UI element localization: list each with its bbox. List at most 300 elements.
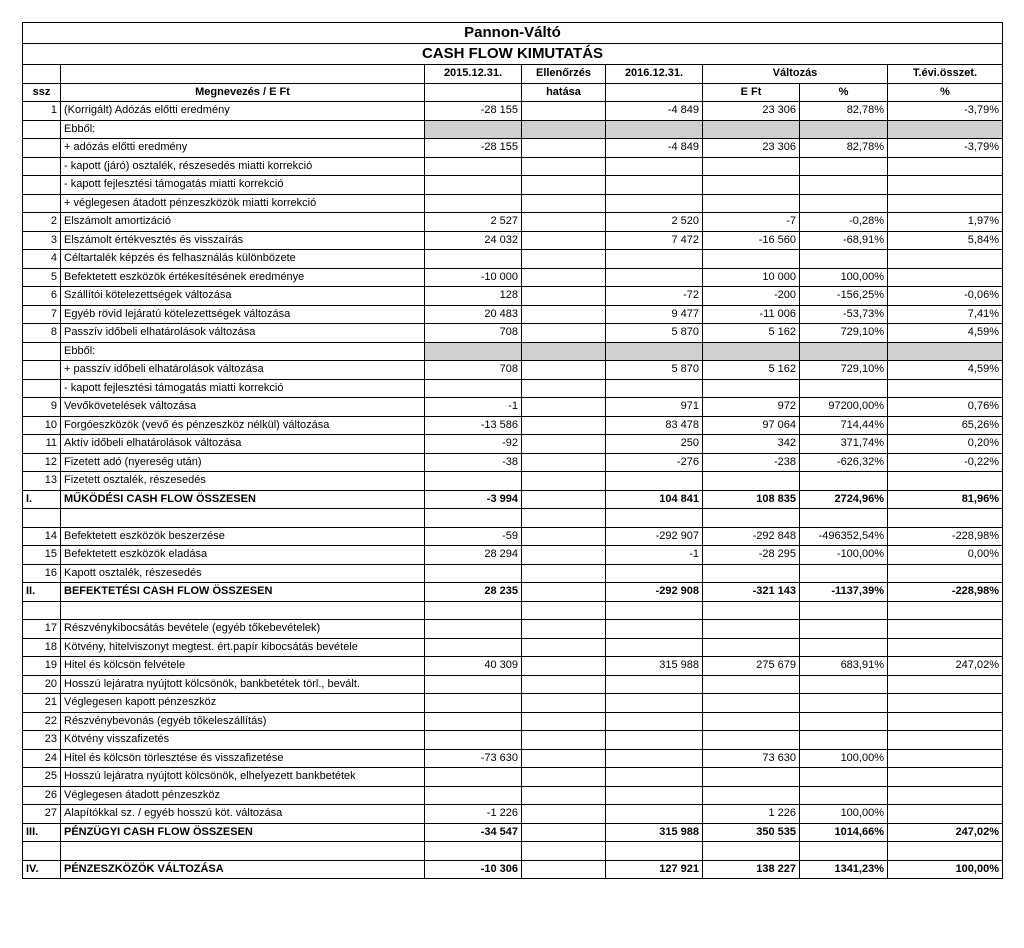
- share-pct-cell: 0,00%: [888, 546, 1003, 565]
- value-2015-cell: -73 630: [425, 749, 522, 768]
- table-row: [23, 546, 1003, 565]
- change-pct-cell: [800, 472, 888, 491]
- share-pct-cell: 247,02%: [888, 823, 1003, 842]
- table-row: [23, 176, 1003, 195]
- ssz-cell: 18: [23, 638, 61, 657]
- name-cell: Kapott osztalék, részesedés: [61, 564, 425, 583]
- share-pct-cell: [888, 250, 1003, 269]
- share-pct-cell: [888, 749, 1003, 768]
- change-eft-cell: [703, 472, 800, 491]
- change-pct-cell: [800, 176, 888, 195]
- value-2015-cell: 2 527: [425, 213, 522, 232]
- value-2015-cell: [425, 731, 522, 750]
- check-cell: [522, 546, 606, 565]
- value-2015-cell: -28 155: [425, 102, 522, 121]
- value-2016-cell: -292 908: [606, 583, 703, 602]
- change-pct-cell: -1137,39%: [800, 583, 888, 602]
- value-2016-cell: [606, 472, 703, 491]
- table-row: [23, 361, 1003, 380]
- name-cell: Passzív időbeli elhatárolások változása: [61, 324, 425, 343]
- check-cell: [522, 583, 606, 602]
- change-pct-cell: [800, 768, 888, 787]
- change-eft-cell: [703, 712, 800, 731]
- value-2016-cell: [606, 638, 703, 657]
- value-2015-cell: -10 306: [425, 860, 522, 879]
- value-2016-cell: [606, 786, 703, 805]
- check-cell: [522, 620, 606, 639]
- check-cell: [522, 157, 606, 176]
- change-eft-cell: -321 143: [703, 583, 800, 602]
- share-pct-cell: [888, 194, 1003, 213]
- name-cell: BEFEKTETÉSI CASH FLOW ÖSSZESEN: [61, 583, 425, 602]
- check-cell: [522, 509, 606, 528]
- change-pct-cell: -496352,54%: [800, 527, 888, 546]
- ssz-cell: [23, 842, 61, 861]
- value-2015-cell: [425, 194, 522, 213]
- name-cell: Elszámolt értékvesztés és visszaírás: [61, 231, 425, 250]
- value-2016-cell: [606, 749, 703, 768]
- ssz-cell: 3: [23, 231, 61, 250]
- ssz-cell: [23, 361, 61, 380]
- change-pct-cell: [800, 694, 888, 713]
- value-2015-cell: 128: [425, 287, 522, 306]
- value-2015-cell: [425, 638, 522, 657]
- value-2015-cell: -1: [425, 398, 522, 417]
- header-cell: [23, 65, 61, 84]
- value-2016-cell: -292 907: [606, 527, 703, 546]
- value-2016-cell: [606, 157, 703, 176]
- ssz-cell: 13: [23, 472, 61, 491]
- check-cell: [522, 731, 606, 750]
- value-2016-cell: 127 921: [606, 860, 703, 879]
- change-eft-cell: -16 560: [703, 231, 800, 250]
- change-pct-cell: 683,91%: [800, 657, 888, 676]
- change-pct-cell: 82,78%: [800, 102, 888, 121]
- check-cell: [522, 213, 606, 232]
- name-cell: Kötvény visszafizetés: [61, 731, 425, 750]
- check-cell: [522, 564, 606, 583]
- table-row: [23, 638, 1003, 657]
- table-row: [23, 435, 1003, 454]
- change-pct-cell: 97200,00%: [800, 398, 888, 417]
- header-ssz: ssz: [23, 83, 61, 102]
- name-cell: + passzív időbeli elhatárolások változása: [61, 361, 425, 380]
- table-row: [23, 583, 1003, 602]
- name-cell: (Korrigált) Adózás előtti eredmény: [61, 102, 425, 121]
- ssz-cell: 23: [23, 731, 61, 750]
- table-row: [23, 324, 1003, 343]
- check-cell: [522, 694, 606, 713]
- ssz-cell: [23, 157, 61, 176]
- header-effect: hatása: [522, 83, 606, 102]
- check-cell: [522, 657, 606, 676]
- name-cell: [61, 601, 425, 620]
- table-row: [23, 490, 1003, 509]
- value-2016-cell: [606, 768, 703, 787]
- check-cell: [522, 638, 606, 657]
- check-cell: [522, 823, 606, 842]
- change-eft-cell: 972: [703, 398, 800, 417]
- table-row: [23, 694, 1003, 713]
- value-2015-cell: [425, 601, 522, 620]
- change-pct-cell: -100,00%: [800, 546, 888, 565]
- check-cell: [522, 194, 606, 213]
- table-row: [23, 564, 1003, 583]
- value-2015-cell: [425, 564, 522, 583]
- check-cell: [522, 472, 606, 491]
- value-2016-cell: -72: [606, 287, 703, 306]
- change-eft-cell: 108 835: [703, 490, 800, 509]
- value-2016-cell: 104 841: [606, 490, 703, 509]
- value-2016-cell: 250: [606, 435, 703, 454]
- change-eft-cell: [703, 379, 800, 398]
- change-eft-cell: -11 006: [703, 305, 800, 324]
- share-pct-cell: [888, 379, 1003, 398]
- change-eft-cell: [703, 342, 800, 361]
- change-pct-cell: -53,73%: [800, 305, 888, 324]
- check-cell: [522, 324, 606, 343]
- check-cell: [522, 675, 606, 694]
- name-cell: Véglegesen kapott pénzeszköz: [61, 694, 425, 713]
- table-row: [23, 157, 1003, 176]
- value-2016-cell: 315 988: [606, 657, 703, 676]
- check-cell: [522, 527, 606, 546]
- share-pct-cell: 0,20%: [888, 435, 1003, 454]
- name-cell: Ebből:: [61, 120, 425, 139]
- value-2015-cell: 28 235: [425, 583, 522, 602]
- change-pct-cell: [800, 194, 888, 213]
- name-cell: Fizetett osztalék, részesedés: [61, 472, 425, 491]
- name-cell: Céltartalék képzés és felhasználás különbözete: [61, 250, 425, 269]
- change-pct-cell: 100,00%: [800, 268, 888, 287]
- share-pct-cell: [888, 805, 1003, 824]
- change-eft-cell: 73 630: [703, 749, 800, 768]
- share-pct-cell: [888, 601, 1003, 620]
- ssz-cell: 16: [23, 564, 61, 583]
- ssz-cell: 6: [23, 287, 61, 306]
- table-row: [23, 194, 1003, 213]
- name-cell: Aktív időbeli elhatárolások változása: [61, 435, 425, 454]
- value-2015-cell: -1 226: [425, 805, 522, 824]
- share-pct-cell: 4,59%: [888, 324, 1003, 343]
- check-cell: [522, 120, 606, 139]
- header-name: Megnevezés / E Ft: [61, 83, 425, 102]
- name-cell: + adózás előtti eredmény: [61, 139, 425, 158]
- change-pct-cell: [800, 379, 888, 398]
- check-cell: [522, 379, 606, 398]
- check-cell: [522, 176, 606, 195]
- share-pct-cell: [888, 342, 1003, 361]
- share-pct-cell: [888, 842, 1003, 861]
- check-cell: [522, 749, 606, 768]
- ssz-cell: 27: [23, 805, 61, 824]
- name-cell: Szállítói kötelezettségek változása: [61, 287, 425, 306]
- change-pct-cell: 100,00%: [800, 749, 888, 768]
- change-eft-cell: [703, 638, 800, 657]
- value-2015-cell: [425, 157, 522, 176]
- header-check: Ellenőrzés: [522, 65, 606, 84]
- table-row: [23, 768, 1003, 787]
- change-eft-cell: 138 227: [703, 860, 800, 879]
- share-pct-cell: [888, 120, 1003, 139]
- value-2015-cell: [425, 694, 522, 713]
- table-row: [23, 786, 1003, 805]
- name-cell: - kapott (járó) osztalék, részesedés miatti korrekció: [61, 157, 425, 176]
- change-pct-cell: [800, 786, 888, 805]
- change-pct-cell: 1341,23%: [800, 860, 888, 879]
- value-2015-cell: [425, 250, 522, 269]
- ssz-cell: 12: [23, 453, 61, 472]
- share-pct-cell: [888, 157, 1003, 176]
- name-cell: [61, 842, 425, 861]
- check-cell: [522, 398, 606, 417]
- change-eft-cell: 5 162: [703, 361, 800, 380]
- change-eft-cell: [703, 731, 800, 750]
- share-pct-cell: 7,41%: [888, 305, 1003, 324]
- header-prev-year-share: T.évi.összet.: [888, 65, 1003, 84]
- value-2016-cell: 83 478: [606, 416, 703, 435]
- change-eft-cell: [703, 768, 800, 787]
- value-2016-cell: [606, 712, 703, 731]
- name-cell: Befektetett eszközök értékesítésének eredménye: [61, 268, 425, 287]
- share-pct-cell: 100,00%: [888, 860, 1003, 879]
- change-eft-cell: [703, 157, 800, 176]
- table-row: [23, 398, 1003, 417]
- value-2015-cell: -92: [425, 435, 522, 454]
- change-pct-cell: 729,10%: [800, 324, 888, 343]
- value-2015-cell: 24 032: [425, 231, 522, 250]
- table-row: [23, 268, 1003, 287]
- change-pct-cell: -0,28%: [800, 213, 888, 232]
- check-cell: [522, 102, 606, 121]
- change-eft-cell: [703, 250, 800, 269]
- value-2015-cell: 708: [425, 324, 522, 343]
- change-eft-cell: 350 535: [703, 823, 800, 842]
- table-row: [23, 305, 1003, 324]
- value-2016-cell: -4 849: [606, 139, 703, 158]
- ssz-cell: 10: [23, 416, 61, 435]
- header-cell: [425, 83, 522, 102]
- value-2016-cell: -276: [606, 453, 703, 472]
- value-2016-cell: [606, 601, 703, 620]
- ssz-cell: 21: [23, 694, 61, 713]
- check-cell: [522, 305, 606, 324]
- table-row: [23, 860, 1003, 879]
- share-pct-cell: [888, 694, 1003, 713]
- change-eft-cell: [703, 564, 800, 583]
- value-2015-cell: -38: [425, 453, 522, 472]
- check-cell: [522, 786, 606, 805]
- ssz-cell: [23, 342, 61, 361]
- header-share-pct: %: [888, 83, 1003, 102]
- change-eft-cell: [703, 601, 800, 620]
- value-2015-cell: -3 994: [425, 490, 522, 509]
- value-2016-cell: [606, 250, 703, 269]
- share-pct-cell: -0,22%: [888, 453, 1003, 472]
- change-eft-cell: [703, 194, 800, 213]
- change-pct-cell: [800, 342, 888, 361]
- value-2015-cell: [425, 842, 522, 861]
- value-2016-cell: [606, 194, 703, 213]
- ssz-cell: 5: [23, 268, 61, 287]
- share-pct-cell: 247,02%: [888, 657, 1003, 676]
- ssz-cell: [23, 120, 61, 139]
- header-row-1: [23, 65, 1003, 84]
- change-eft-cell: [703, 620, 800, 639]
- change-pct-cell: [800, 120, 888, 139]
- ssz-cell: II.: [23, 583, 61, 602]
- cash-flow-table: [22, 22, 1003, 879]
- change-pct-cell: 714,44%: [800, 416, 888, 435]
- ssz-cell: 14: [23, 527, 61, 546]
- table-row: [23, 250, 1003, 269]
- value-2016-cell: [606, 509, 703, 528]
- value-2016-cell: 9 477: [606, 305, 703, 324]
- change-eft-cell: 23 306: [703, 139, 800, 158]
- value-2016-cell: [606, 564, 703, 583]
- value-2016-cell: [606, 120, 703, 139]
- table-row: [23, 213, 1003, 232]
- share-pct-cell: 1,97%: [888, 213, 1003, 232]
- share-pct-cell: 5,84%: [888, 231, 1003, 250]
- value-2016-cell: 2 520: [606, 213, 703, 232]
- value-2015-cell: 28 294: [425, 546, 522, 565]
- name-cell: [61, 509, 425, 528]
- table-row: [23, 527, 1003, 546]
- change-eft-cell: 342: [703, 435, 800, 454]
- table-row: [23, 712, 1003, 731]
- check-cell: [522, 435, 606, 454]
- ssz-cell: 17: [23, 620, 61, 639]
- table-row: [23, 139, 1003, 158]
- ssz-cell: [23, 194, 61, 213]
- check-cell: [522, 842, 606, 861]
- change-pct-cell: [800, 620, 888, 639]
- value-2015-cell: [425, 342, 522, 361]
- change-eft-cell: 5 162: [703, 324, 800, 343]
- name-cell: Kötvény, hitelviszonyt megtest. ért.papír kibocsátás bevétele: [61, 638, 425, 657]
- name-cell: - kapott fejlesztési támogatás miatti korrekció: [61, 176, 425, 195]
- check-cell: [522, 768, 606, 787]
- table-row: [23, 675, 1003, 694]
- value-2015-cell: [425, 675, 522, 694]
- share-pct-cell: [888, 176, 1003, 195]
- change-eft-cell: 97 064: [703, 416, 800, 435]
- table-row: [23, 287, 1003, 306]
- change-eft-cell: -238: [703, 453, 800, 472]
- change-pct-cell: 371,74%: [800, 435, 888, 454]
- value-2016-cell: 5 870: [606, 361, 703, 380]
- table-row: [23, 416, 1003, 435]
- change-eft-cell: [703, 694, 800, 713]
- check-cell: [522, 601, 606, 620]
- change-pct-cell: -626,32%: [800, 453, 888, 472]
- value-2015-cell: -59: [425, 527, 522, 546]
- value-2016-cell: [606, 268, 703, 287]
- check-cell: [522, 287, 606, 306]
- change-pct-cell: [800, 601, 888, 620]
- value-2015-cell: [425, 712, 522, 731]
- ssz-cell: [23, 379, 61, 398]
- header-cell: [606, 83, 703, 102]
- ssz-cell: 9: [23, 398, 61, 417]
- change-pct-cell: [800, 842, 888, 861]
- ssz-cell: [23, 509, 61, 528]
- table-row: [23, 509, 1003, 528]
- value-2016-cell: [606, 620, 703, 639]
- header-row-2: [23, 83, 1003, 102]
- share-pct-cell: -228,98%: [888, 583, 1003, 602]
- name-cell: Befektetett eszközök beszerzése: [61, 527, 425, 546]
- table-row: [23, 731, 1003, 750]
- name-cell: + véglegesen átadott pénzeszközök miatti korrekció: [61, 194, 425, 213]
- share-pct-cell: [888, 268, 1003, 287]
- ssz-cell: 8: [23, 324, 61, 343]
- change-pct-cell: [800, 638, 888, 657]
- ssz-cell: 7: [23, 305, 61, 324]
- share-pct-cell: [888, 638, 1003, 657]
- share-pct-cell: -228,98%: [888, 527, 1003, 546]
- change-eft-cell: -292 848: [703, 527, 800, 546]
- value-2016-cell: [606, 805, 703, 824]
- value-2016-cell: -4 849: [606, 102, 703, 121]
- value-2015-cell: [425, 176, 522, 195]
- change-pct-cell: -68,91%: [800, 231, 888, 250]
- check-cell: [522, 342, 606, 361]
- change-pct-cell: 2724,96%: [800, 490, 888, 509]
- name-cell: Forgóeszközök (vevő és pénzeszköz nélkül) változása: [61, 416, 425, 435]
- table-row: [23, 453, 1003, 472]
- table-row: [23, 120, 1003, 139]
- name-cell: Részvénybevonás (egyéb tőkeleszállítás): [61, 712, 425, 731]
- share-pct-cell: 65,26%: [888, 416, 1003, 435]
- value-2015-cell: [425, 472, 522, 491]
- change-pct-cell: -156,25%: [800, 287, 888, 306]
- check-cell: [522, 361, 606, 380]
- value-2016-cell: 315 988: [606, 823, 703, 842]
- ssz-cell: 25: [23, 768, 61, 787]
- check-cell: [522, 712, 606, 731]
- share-pct-cell: -0,06%: [888, 287, 1003, 306]
- check-cell: [522, 416, 606, 435]
- name-cell: Vevőkövetelések változása: [61, 398, 425, 417]
- name-cell: - kapott fejlesztési támogatás miatti korrekció: [61, 379, 425, 398]
- value-2015-cell: 20 483: [425, 305, 522, 324]
- header-cell: [61, 65, 425, 84]
- check-cell: [522, 860, 606, 879]
- change-pct-cell: [800, 509, 888, 528]
- name-cell: Hitel és kölcsön felvétele: [61, 657, 425, 676]
- share-pct-cell: [888, 472, 1003, 491]
- share-pct-cell: [888, 768, 1003, 787]
- value-2016-cell: [606, 342, 703, 361]
- ssz-cell: 15: [23, 546, 61, 565]
- change-eft-cell: 10 000: [703, 268, 800, 287]
- ssz-cell: [23, 139, 61, 158]
- value-2015-cell: -10 000: [425, 268, 522, 287]
- value-2015-cell: [425, 509, 522, 528]
- change-pct-cell: [800, 564, 888, 583]
- ssz-cell: III.: [23, 823, 61, 842]
- value-2016-cell: [606, 379, 703, 398]
- name-cell: Alapítókkal sz. / egyéb hosszú köt. változása: [61, 805, 425, 824]
- header-change: Változás: [703, 65, 888, 84]
- change-eft-cell: [703, 675, 800, 694]
- report-title: CASH FLOW KIMUTATÁS: [23, 44, 1003, 65]
- ssz-cell: 24: [23, 749, 61, 768]
- ssz-cell: [23, 176, 61, 195]
- share-pct-cell: 4,59%: [888, 361, 1003, 380]
